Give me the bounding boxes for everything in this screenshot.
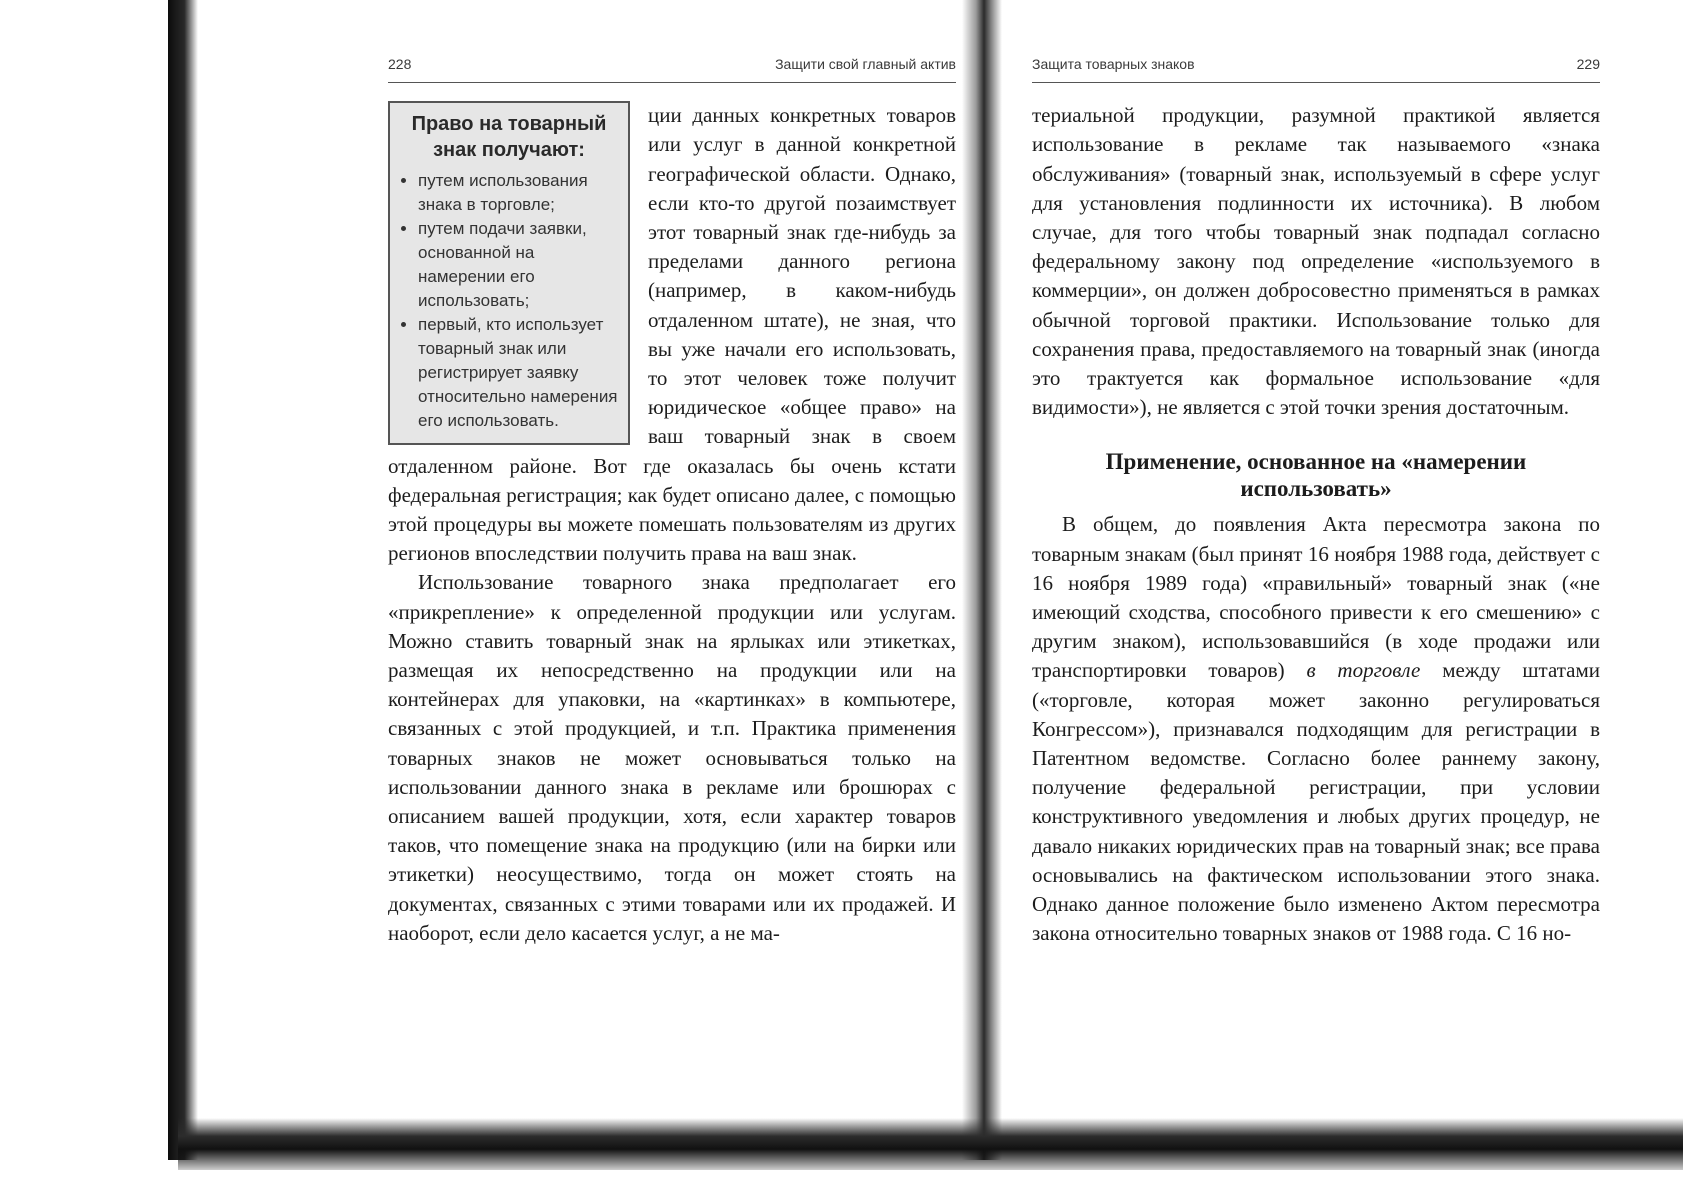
scan-shadow-bottom (178, 1118, 1683, 1170)
paragraph-text: В общем, до появления Акта пересмотра закона по товарным знакам (был принят 16 ноября 1988 года, действует с 16 ноября 1989 года) «правильный» товарный знак («не имеющий сходства, способного привести к его смешению» с другим знаком), использовавшийся (в ходе продажи или транспортировки товаров) (1032, 512, 1600, 683)
sidebar-list-item: • путем подачи заявки, основанной на намерении его использовать; (418, 217, 618, 313)
right-paragraph-1: териальной продукции, разумной практикой является использование в рекламе так называемого «знака обслуживания» (товарный знак, используемый в сфере услуг для установления подлинности их источника). В любом случае, для того чтобы товарный знак подпадал согласно федеральному закону под определение «используемого в коммерции», он должен добросовестно применяться в рамках обычной торговой практики. Использование только для сохранения права, предоставляемого на товарный знак (иногда это трактуется как формальное использование «для видимости»), не является с этой точки зрения достаточным. (1032, 103, 1600, 420)
right-running-head (1032, 50, 1600, 83)
scan-shadow-left (168, 0, 198, 1160)
left-running-title: Защити свой главный актив (775, 56, 956, 72)
italic-phrase: в торговле (1306, 658, 1421, 683)
left-page-number: 228 (388, 56, 412, 72)
paragraph-text: между штатами («торговле, которая может законно регулироваться Конгрессом»), признавался подходящим для регистрации в Патентном ведомстве. Согласно более раннему закону, получение федеральной регистрации, при условии конструктивного уведомления и любых других процедур, не давало никаких юридических прав на товарный знак; все права основывались на фактическом использовании этого знака. Однако данное положение было изменено Актом пересмотра закона относительно товарных знаков от 1988 года. С 16 но- (1032, 658, 1601, 946)
sidebar-list (400, 169, 618, 433)
left-paragraph-1: ции данных конкретных товаров или услуг в данной конкретной географической области. Однако, если кто-то другой позаимствует этот товарный знак где-нибудь за пределами данного региона (например, в каком-нибудь отдаленном штате), не зная, что вы уже начали его использовать, то этот человек тоже получит юридическое «общее право» на ваш товарный знак в своем отдаленном районе. Вот где оказалась бы очень кстати федеральная регистрация; как будет описано далее, с помощью этой процедуры вы можете помешать пользователям из других регионов впоследствии получить права на ваш знак. (388, 103, 956, 566)
sidebar-title: Право на товарный знак получают: (411, 113, 607, 162)
sidebar-box (388, 101, 630, 445)
right-page-number: 229 (1576, 56, 1600, 72)
section-heading: Применение, основанное на «намерении использовать» (1105, 449, 1527, 502)
sidebar-list-item: • путем использования знака в торговле; (418, 169, 618, 217)
left-running-head (388, 50, 956, 83)
book-spine (962, 0, 1002, 1160)
right-page (1032, 50, 1600, 948)
right-running-title: Защита товарных знаков (1032, 56, 1195, 72)
left-page (388, 50, 956, 948)
sidebar-list-item: • первый, кто использует товарный знак или регистрирует заявку относительно намерения его использовать. (418, 313, 618, 433)
left-paragraph-2: Использование товарного знака предполагает его «прикрепление» к определенной продукции или услугам. Можно ставить товарный знак на ярлыках или этикетках, размещая их непосредственно на продукции или на контейнерах для упаковки, на «картинках» в компьютере, связанных с этой продукцией, и т.п. Практика применения товарных знаков не может основываться только на использовании данного знака в рекламе или брошюрах с описанием вашей продукции, хотя, если характер товаров таков, что помещение знака на продукцию (или на бирки или этикетки) неосуществимо, тогда он может стоять на документах, связанных с этими товарами или их продажей. И наоборот, если дело касается услуг, а не ма- (388, 570, 956, 945)
right-paragraph-2 (1032, 510, 1600, 948)
